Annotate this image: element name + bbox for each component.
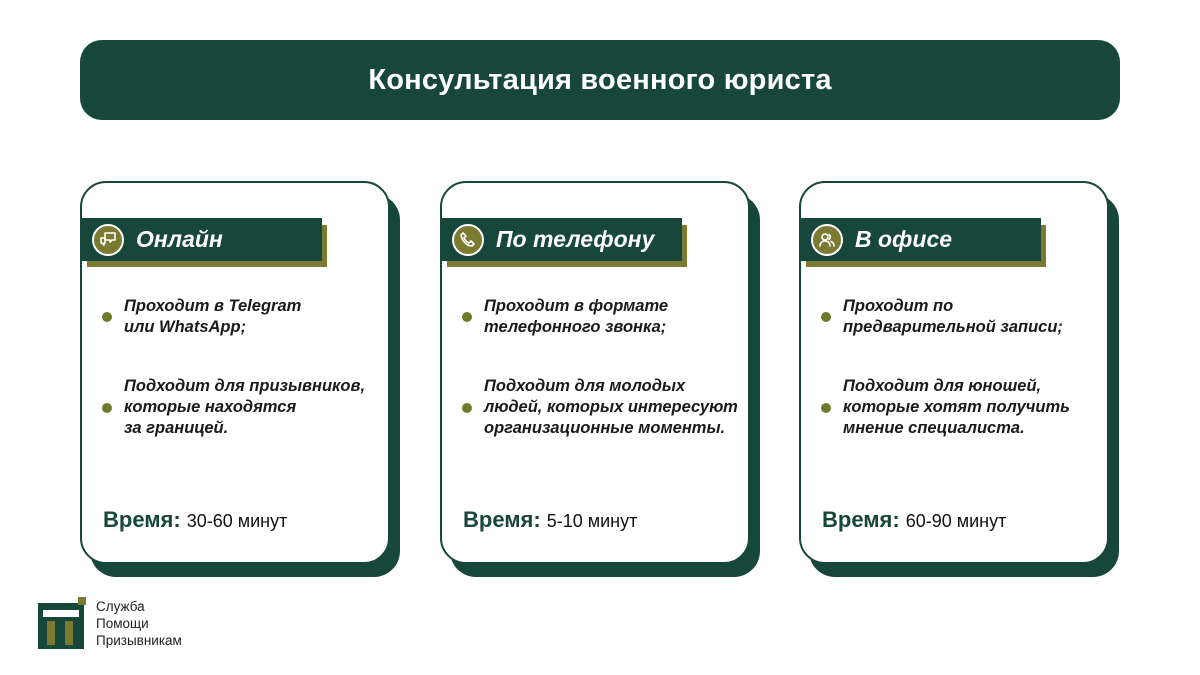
bullet-item — [821, 376, 1097, 439]
bullet-text: Проходит в формате телефонного звонка; — [484, 297, 669, 336]
duration — [822, 507, 1006, 533]
bullet-dot — [102, 403, 112, 413]
phone-icon — [452, 224, 484, 256]
bullet-dot — [462, 312, 472, 322]
card-office — [799, 181, 1109, 564]
bullet-dot — [821, 403, 831, 413]
page-title: Консультация военного юриста — [368, 63, 832, 96]
bullet-item — [462, 296, 738, 338]
bullet-text: Проходит в Telegram или WhatsApp; — [124, 297, 302, 336]
bullet-item — [462, 376, 738, 439]
card-online — [80, 181, 390, 564]
card-phone — [440, 181, 750, 564]
duration-label: Время: — [463, 507, 541, 532]
duration-value: 60-90 минут — [905, 511, 1007, 531]
bullet-dot — [102, 312, 112, 322]
bullet-text: Подходит для юношей, которые хотят получить мнение специалиста. — [843, 377, 1070, 437]
duration-value: 30-60 минут — [186, 511, 288, 531]
bullet-item — [102, 376, 378, 439]
card-title: По телефону — [496, 226, 655, 252]
users-icon — [811, 224, 843, 256]
card-title: Онлайн — [136, 226, 223, 252]
logo-icon — [38, 597, 90, 649]
bullet-dot — [821, 312, 831, 322]
card-tag — [82, 218, 322, 261]
title-banner — [80, 40, 1120, 120]
card-tag — [442, 218, 682, 261]
duration-label: Время: — [822, 507, 900, 532]
chat-icon — [92, 224, 124, 256]
duration — [463, 507, 637, 533]
bullet-text: Подходит для призывников, которые находятся за границей. — [124, 377, 366, 437]
card-tag — [801, 218, 1041, 261]
duration — [103, 507, 287, 533]
card-body — [80, 181, 390, 564]
card-body — [799, 181, 1109, 564]
card-title: В офисе — [855, 226, 953, 252]
logo-text: Служба Помощи Призывникам — [96, 599, 182, 648]
card-body — [440, 181, 750, 564]
bullet-text: Проходит по предварительной записи; — [843, 297, 1063, 336]
duration-value: 5-10 минут — [546, 511, 638, 531]
bullet-item — [821, 296, 1097, 338]
bullet-item — [102, 296, 378, 338]
bullet-dot — [462, 403, 472, 413]
duration-label: Время: — [103, 507, 181, 532]
bullet-text: Подходит для молодых людей, которых интересуют организационные моменты. — [484, 377, 738, 437]
